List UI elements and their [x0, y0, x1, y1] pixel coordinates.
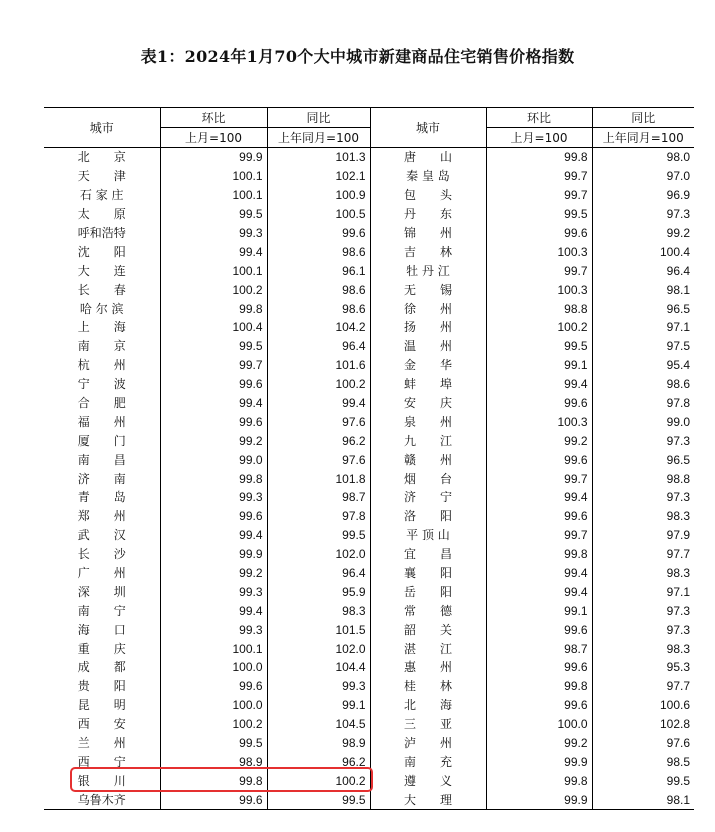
yoy-cell: 102.1 [267, 167, 370, 186]
table-row [44, 677, 694, 696]
city-cell: 广 州 [44, 564, 160, 583]
yoy-cell: 97.1 [666, 584, 690, 599]
yoy-cell: 98.1 [666, 282, 690, 297]
mom-cell: 99.0 [160, 450, 267, 469]
yoy-cell: 97.3 [666, 622, 690, 637]
mom-cell: 99.6 [160, 790, 267, 809]
city-cell: 常 德 [370, 601, 486, 620]
yoy-cell: 95.9 [267, 582, 370, 601]
yoy-cell: 97.7 [666, 679, 690, 694]
city-cell: 南 宁 [44, 601, 160, 620]
city-cell: 太 原 [44, 205, 160, 224]
city-cell: 石 家 庄 [44, 186, 160, 205]
yoy-cell: 97.9 [666, 528, 690, 543]
yoy-cell: 101.5 [267, 620, 370, 639]
table-row [44, 469, 694, 488]
mom-cell: 99.6 [486, 450, 592, 469]
yoy-cell: 97.6 [666, 736, 690, 751]
city-cell: 武 汉 [44, 526, 160, 545]
table-row [44, 280, 694, 299]
yoy-cell: 100.6 [659, 698, 690, 713]
table-row [44, 488, 694, 507]
yoy-cell: 99.3 [267, 677, 370, 696]
mom-cell: 99.6 [160, 507, 267, 526]
mom-cell: 99.9 [486, 753, 592, 772]
mom-cell: 99.6 [486, 658, 592, 677]
mom-cell: 99.4 [486, 488, 592, 507]
yoy-cell: 95.3 [666, 660, 690, 675]
city-cell: 扬 州 [370, 318, 486, 337]
yoy-cell: 98.6 [267, 280, 370, 299]
city-cell: 长 春 [44, 280, 160, 299]
yoy-cell: 104.5 [267, 715, 370, 734]
table-row [44, 431, 694, 450]
yoy-cell: 97.3 [666, 490, 690, 505]
yoy-cell: 98.8 [666, 471, 690, 486]
yoy-cell: 98.7 [267, 488, 370, 507]
city-cell: 郑 州 [44, 507, 160, 526]
table-row [44, 394, 694, 413]
city-cell: 南 昌 [44, 450, 160, 469]
yoy-cell: 97.8 [666, 396, 690, 411]
mom-cell: 99.6 [486, 507, 592, 526]
yoy-cell: 96.5 [666, 452, 690, 467]
yoy-cell: 102.0 [267, 545, 370, 564]
mom-cell: 99.6 [486, 696, 592, 715]
city-cell: 哈 尔 滨 [44, 299, 160, 318]
city-cell: 北 京 [44, 148, 160, 167]
yoy-cell: 100.2 [267, 771, 370, 790]
yoy-cell: 96.2 [267, 431, 370, 450]
city-cell: 天 津 [44, 167, 160, 186]
table-row [44, 242, 694, 261]
mom-cell: 99.3 [160, 620, 267, 639]
mom-cell: 99.6 [160, 375, 267, 394]
city-cell: 蚌 埠 [370, 375, 486, 394]
yoy-cell: 99.4 [267, 394, 370, 413]
header-yoy-base-left: 上年同月=100 [267, 128, 370, 148]
header-yoy-left: 同比 [267, 108, 370, 128]
yoy-cell: 96.5 [666, 301, 690, 316]
yoy-cell: 98.6 [666, 377, 690, 392]
price-index-table [44, 107, 694, 810]
mom-cell: 99.2 [486, 734, 592, 753]
table-row [44, 205, 694, 224]
mom-cell: 99.8 [486, 148, 592, 167]
mom-cell: 100.2 [160, 280, 267, 299]
city-cell: 三 亚 [370, 715, 486, 734]
city-cell: 韶 关 [370, 620, 486, 639]
city-cell: 秦 皇 岛 [370, 167, 486, 186]
mom-cell: 99.4 [486, 582, 592, 601]
mom-cell: 99.6 [160, 412, 267, 431]
header-mom-base-left: 上月=100 [160, 128, 267, 148]
city-cell: 包 头 [370, 186, 486, 205]
city-cell: 杭 州 [44, 356, 160, 375]
table-row [44, 620, 694, 639]
table-title: 表1：2024年1月70个大中城市新建商品住宅销售价格指数 [140, 47, 575, 66]
yoy-cell: 100.9 [267, 186, 370, 205]
yoy-cell: 98.6 [267, 299, 370, 318]
yoy-cell: 98.9 [267, 734, 370, 753]
table-row [44, 715, 694, 734]
mom-cell: 99.8 [160, 771, 267, 790]
city-cell: 泉 州 [370, 412, 486, 431]
yoy-cell: 98.1 [592, 790, 694, 809]
header-city-left: 城市 [44, 108, 160, 148]
city-cell: 济 宁 [370, 488, 486, 507]
mom-cell: 99.2 [160, 564, 267, 583]
mom-cell: 99.8 [486, 677, 592, 696]
city-cell: 惠 州 [370, 658, 486, 677]
mom-cell: 99.8 [486, 545, 592, 564]
yoy-cell: 97.8 [267, 507, 370, 526]
table-row [44, 790, 694, 809]
yoy-cell: 97.6 [267, 412, 370, 431]
city-cell: 大 连 [44, 261, 160, 280]
mom-cell: 100.3 [486, 242, 592, 261]
yoy-cell: 99.1 [267, 696, 370, 715]
yoy-cell: 99.6 [267, 224, 370, 243]
city-cell: 呼和浩特 [44, 224, 160, 243]
table-row [44, 658, 694, 677]
mom-cell: 99.7 [486, 167, 592, 186]
mom-cell: 100.3 [486, 280, 592, 299]
table-row [44, 450, 694, 469]
city-cell: 合 肥 [44, 394, 160, 413]
city-cell: 沈 阳 [44, 242, 160, 261]
mom-cell: 100.1 [160, 261, 267, 280]
city-cell: 南 京 [44, 337, 160, 356]
mom-cell: 99.4 [486, 564, 592, 583]
mom-cell: 99.3 [160, 224, 267, 243]
yoy-cell: 100.4 [659, 244, 690, 259]
mom-cell: 99.6 [160, 677, 267, 696]
yoy-cell: 98.3 [666, 641, 690, 656]
yoy-cell: 96.1 [267, 261, 370, 280]
yoy-cell: 97.3 [666, 207, 690, 222]
city-cell: 西 安 [44, 715, 160, 734]
yoy-cell: 104.2 [267, 318, 370, 337]
city-cell: 乌鲁木齐 [44, 790, 160, 809]
city-cell: 安 庆 [370, 394, 486, 413]
header-mom-base-right: 上月=100 [486, 128, 592, 148]
yoy-cell: 99.5 [267, 790, 370, 809]
mom-cell: 100.2 [160, 715, 267, 734]
header-city-right: 城市 [370, 108, 486, 148]
table-row [44, 564, 694, 583]
mom-cell: 99.5 [486, 337, 592, 356]
city-cell: 大 理 [370, 790, 486, 809]
mom-cell: 99.6 [486, 394, 592, 413]
city-cell: 昆 明 [44, 696, 160, 715]
city-cell: 南 充 [370, 753, 486, 772]
table-row [44, 356, 694, 375]
city-cell: 锦 州 [370, 224, 486, 243]
mom-cell: 99.8 [160, 469, 267, 488]
city-cell: 福 州 [44, 412, 160, 431]
yoy-cell: 97.3 [666, 603, 690, 618]
city-cell: 上 海 [44, 318, 160, 337]
header-mom-left: 环比 [160, 108, 267, 128]
mom-cell: 100.1 [160, 639, 267, 658]
city-cell: 宜 昌 [370, 545, 486, 564]
city-cell: 吉 林 [370, 242, 486, 261]
mom-cell: 99.5 [160, 337, 267, 356]
city-cell: 济 南 [44, 469, 160, 488]
yoy-cell: 96.2 [267, 753, 370, 772]
mom-cell: 99.5 [160, 734, 267, 753]
mom-cell: 99.9 [160, 545, 267, 564]
mom-cell: 99.2 [486, 431, 592, 450]
mom-cell: 99.7 [486, 186, 592, 205]
table-row [44, 734, 694, 753]
city-cell: 海 口 [44, 620, 160, 639]
city-cell: 襄 阳 [370, 564, 486, 583]
mom-cell: 100.0 [160, 696, 267, 715]
yoy-cell: 95.4 [666, 358, 690, 373]
city-cell: 长 沙 [44, 545, 160, 564]
city-cell: 青 岛 [44, 488, 160, 507]
city-cell: 湛 江 [370, 639, 486, 658]
city-cell: 无 锡 [370, 280, 486, 299]
mom-cell: 99.4 [160, 526, 267, 545]
mom-cell: 99.7 [486, 469, 592, 488]
mom-cell: 99.3 [160, 582, 267, 601]
mom-cell: 99.8 [486, 771, 592, 790]
highlight-box [70, 767, 373, 792]
table-row [44, 148, 694, 167]
city-cell: 厦 门 [44, 431, 160, 450]
yoy-cell: 102.0 [267, 639, 370, 658]
table-row [44, 545, 694, 564]
mom-cell: 100.0 [486, 715, 592, 734]
yoy-cell: 99.2 [666, 226, 690, 240]
yoy-cell: 96.9 [666, 188, 690, 203]
mom-cell: 99.5 [486, 205, 592, 224]
yoy-cell: 96.4 [267, 564, 370, 583]
yoy-cell: 98.5 [666, 754, 690, 769]
mom-cell: 99.6 [486, 620, 592, 639]
table-row [44, 639, 694, 658]
city-cell: 烟 台 [370, 469, 486, 488]
city-cell: 银 川 [44, 771, 160, 790]
yoy-cell: 101.8 [267, 469, 370, 488]
mom-cell: 99.4 [160, 242, 267, 261]
mom-cell: 99.9 [160, 148, 267, 167]
yoy-cell: 99.5 [666, 773, 690, 788]
city-cell: 贵 阳 [44, 677, 160, 696]
city-cell: 丹 东 [370, 205, 486, 224]
city-cell: 牡 丹 江 [370, 261, 486, 280]
yoy-cell: 101.3 [267, 148, 370, 167]
mom-cell: 98.7 [486, 639, 592, 658]
city-cell: 泸 州 [370, 734, 486, 753]
table-row [44, 186, 694, 205]
mom-cell: 99.4 [486, 375, 592, 394]
header-yoy-base-right: 上年同月=100 [592, 128, 694, 148]
mom-cell: 99.4 [160, 394, 267, 413]
mom-cell: 100.2 [486, 318, 592, 337]
city-cell: 遵 义 [370, 771, 486, 790]
yoy-cell: 98.3 [666, 566, 690, 581]
table-row [44, 412, 694, 431]
mom-cell: 99.8 [160, 299, 267, 318]
city-cell: 洛 阳 [370, 507, 486, 526]
yoy-cell: 98.3 [267, 601, 370, 620]
yoy-cell: 101.6 [267, 356, 370, 375]
yoy-cell: 102.8 [659, 717, 690, 732]
city-cell: 深 圳 [44, 582, 160, 601]
yoy-cell: 98.3 [666, 509, 690, 524]
table-body [44, 148, 694, 810]
table-row [44, 375, 694, 394]
city-cell: 温 州 [370, 337, 486, 356]
mom-cell: 100.4 [160, 318, 267, 337]
table-row [44, 507, 694, 526]
city-cell: 桂 林 [370, 677, 486, 696]
mom-cell: 100.1 [160, 186, 267, 205]
mom-cell: 99.7 [486, 526, 592, 545]
yoy-cell: 104.4 [267, 658, 370, 677]
city-cell: 成 都 [44, 658, 160, 677]
mom-cell: 99.7 [486, 261, 592, 280]
mom-cell: 99.1 [486, 601, 592, 620]
yoy-cell: 100.2 [267, 375, 370, 394]
mom-cell: 100.3 [486, 412, 592, 431]
header-yoy-right: 同比 [592, 108, 694, 128]
yoy-cell: 97.3 [666, 433, 690, 448]
yoy-cell: 97.1 [666, 320, 690, 335]
city-cell: 兰 州 [44, 734, 160, 753]
mom-cell: 99.7 [160, 356, 267, 375]
yoy-cell: 99.0 [666, 414, 690, 429]
yoy-cell: 97.6 [267, 450, 370, 469]
city-cell: 唐 山 [370, 148, 486, 167]
mom-cell: 99.3 [160, 488, 267, 507]
city-cell: 岳 阳 [370, 582, 486, 601]
mom-cell: 99.2 [160, 431, 267, 450]
table-row [44, 224, 694, 243]
table-row [44, 582, 694, 601]
table-row [44, 601, 694, 620]
table-row [44, 167, 694, 186]
table-row [44, 261, 694, 280]
city-cell: 平 顶 山 [370, 526, 486, 545]
yoy-cell: 96.4 [666, 263, 690, 278]
yoy-cell: 97.0 [666, 169, 690, 184]
header-mom-right: 环比 [486, 108, 592, 128]
city-cell: 赣 州 [370, 450, 486, 469]
city-cell: 宁 波 [44, 375, 160, 394]
table-row [44, 696, 694, 715]
city-cell: 金 华 [370, 356, 486, 375]
table-row [44, 526, 694, 545]
mom-cell: 99.1 [486, 356, 592, 375]
yoy-cell: 98.6 [267, 242, 370, 261]
table-row [44, 337, 694, 356]
city-cell: 西 宁 [44, 753, 160, 772]
table-row [44, 318, 694, 337]
mom-cell: 98.9 [160, 753, 267, 772]
yoy-cell: 97.7 [666, 547, 690, 562]
mom-cell: 99.4 [160, 601, 267, 620]
yoy-cell: 99.5 [267, 526, 370, 545]
mom-cell: 99.5 [160, 205, 267, 224]
mom-cell: 99.9 [486, 790, 592, 809]
yoy-cell: 98.0 [666, 150, 690, 165]
mom-cell: 100.1 [160, 167, 267, 186]
table-row [44, 299, 694, 318]
yoy-cell: 97.5 [666, 339, 690, 354]
mom-cell: 100.0 [160, 658, 267, 677]
mom-cell: 99.6 [486, 224, 592, 243]
mom-cell: 98.8 [486, 299, 592, 318]
yoy-cell: 96.4 [267, 337, 370, 356]
city-cell: 徐 州 [370, 299, 486, 318]
yoy-cell: 100.5 [267, 205, 370, 224]
city-cell: 九 江 [370, 431, 486, 450]
city-cell: 北 海 [370, 696, 486, 715]
city-cell: 重 庆 [44, 639, 160, 658]
